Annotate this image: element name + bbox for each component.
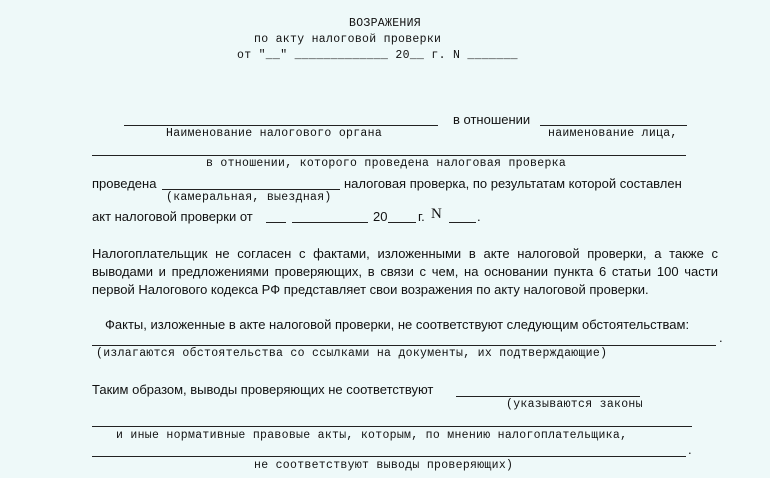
in-relation-label: в отношении bbox=[453, 112, 531, 127]
act-g-label: г. bbox=[418, 209, 425, 224]
audit-type-blank[interactable] bbox=[162, 189, 340, 190]
act-year-blank[interactable] bbox=[388, 222, 416, 223]
acts-blank[interactable] bbox=[92, 426, 692, 427]
act-year-prefix: 20 bbox=[373, 209, 388, 224]
mismatch-period: . bbox=[688, 442, 692, 457]
tax-authority-blank[interactable] bbox=[124, 125, 438, 126]
act-number-blank[interactable] bbox=[449, 222, 476, 223]
act-line-period: . bbox=[477, 209, 481, 224]
act-month-blank[interactable] bbox=[292, 222, 368, 223]
acts-hint: и иные нормативные правовые акты, которым, по мнению налогоплательщика, bbox=[116, 429, 628, 442]
person-name-blank[interactable] bbox=[540, 125, 687, 126]
mismatch-hint: не соответствуют выводы проверяющих) bbox=[254, 459, 514, 472]
facts-intro: Факты, изложенные в акте налоговой проверки, не соответствуют следующим обстоятельствам: bbox=[105, 317, 690, 332]
laws-hint: (указываются законы bbox=[506, 398, 643, 411]
facts-period: . bbox=[719, 330, 723, 345]
tax-authority-hint: Наименование налогового органа bbox=[166, 127, 383, 140]
act-line-prefix: акт налоговой проверки от bbox=[92, 209, 253, 224]
date-line: от "__" _____________ 20__ г. N _______ bbox=[237, 49, 518, 62]
act-day-blank[interactable] bbox=[266, 222, 286, 223]
objection-paragraph: Налогоплательщик не согласен с фактами, изложенными в акте налоговой проверки, а также с выводами и предложениями проверяющих, в связи с чем, на основании пункта 6 статьи 100 части первой Налогового кодекса РФ представляет свои возражения по акту налоговой проверки. bbox=[92, 246, 718, 297]
conclusion-text: Таким образом, выводы проверяющих не соответствуют bbox=[92, 382, 434, 397]
facts-hint: (излагаются обстоятельства со ссылками на документы, их подтверждающие) bbox=[96, 347, 608, 360]
document-subtitle: по акту налоговой проверки bbox=[254, 33, 442, 46]
audit-type-hint: (камеральная, выездная) bbox=[166, 191, 332, 204]
audited-person-blank[interactable] bbox=[92, 155, 686, 156]
laws-blank[interactable] bbox=[456, 396, 640, 397]
person-hint: наименование лица, bbox=[548, 127, 678, 140]
act-n-label: N bbox=[431, 206, 442, 222]
mismatch-blank[interactable] bbox=[92, 456, 686, 457]
document-title: ВОЗРАЖЕНИЯ bbox=[349, 17, 422, 30]
audited-hint: в отношении, которого проведена налоговая проверка bbox=[206, 157, 567, 170]
facts-blank[interactable] bbox=[92, 345, 716, 346]
conducted-label: проведена bbox=[92, 176, 157, 191]
audit-result-text: налоговая проверка, по результатам которой составлен bbox=[344, 176, 682, 191]
